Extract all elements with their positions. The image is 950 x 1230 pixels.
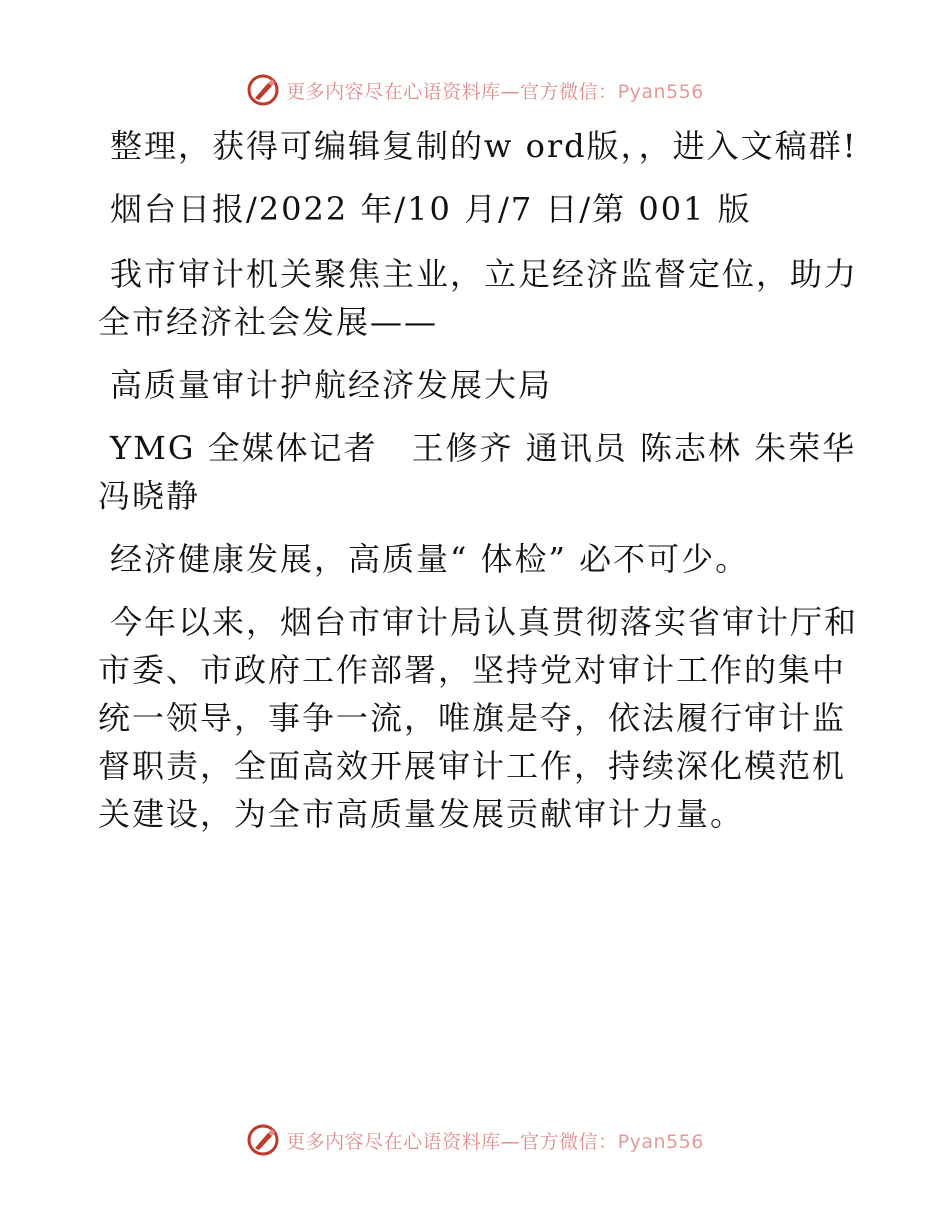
watermark-wechat-id: Pyan556 [617, 1130, 704, 1153]
watermark-wechat-id: Pyan556 [617, 80, 704, 103]
footer-watermark [0, 1120, 950, 1160]
article-title: 高质量审计护航经济发展大局 [110, 366, 553, 404]
article-subtitle: 我市审计机关聚焦主业，立足经济监督定位，助力全市经济社会发展—— [98, 255, 859, 341]
dateline: 烟台日报/2022 年/10 月/7 日/第 001 版 [110, 190, 752, 228]
header-watermark [0, 70, 950, 110]
watermark-text: 更多内容尽在心语资料库—官方微信：Pyan556 [286, 1130, 704, 1153]
pen-logo-icon [246, 73, 280, 107]
byline: YMG 全媒体记者 王修齐 通讯员 陈志林 朱荣华 冯晓静 [98, 429, 857, 515]
pen-logo-icon [246, 1123, 280, 1157]
body-paragraph: 今年以来，烟台市审计局认真贯彻落实省审计厅和市委、市政府工作部署，坚持党对审计工作的集中统一领导，事争一流，唯旗是夺，依法履行审计监督职责，全面高效开展审计工作，持续深化模范机关建设，为全市高质量发展贡献审计力量。 [98, 603, 859, 833]
lead-paragraph: 经济健康发展，高质量“ 体检” 必不可少。 [110, 540, 750, 578]
watermark-text: 更多内容尽在心语资料库—官方微信：Pyan556 [286, 80, 704, 103]
intro-note: 整理，获得可编辑复制的w ord版，，进入文稿群! [110, 127, 858, 165]
document-body [98, 122, 858, 853]
